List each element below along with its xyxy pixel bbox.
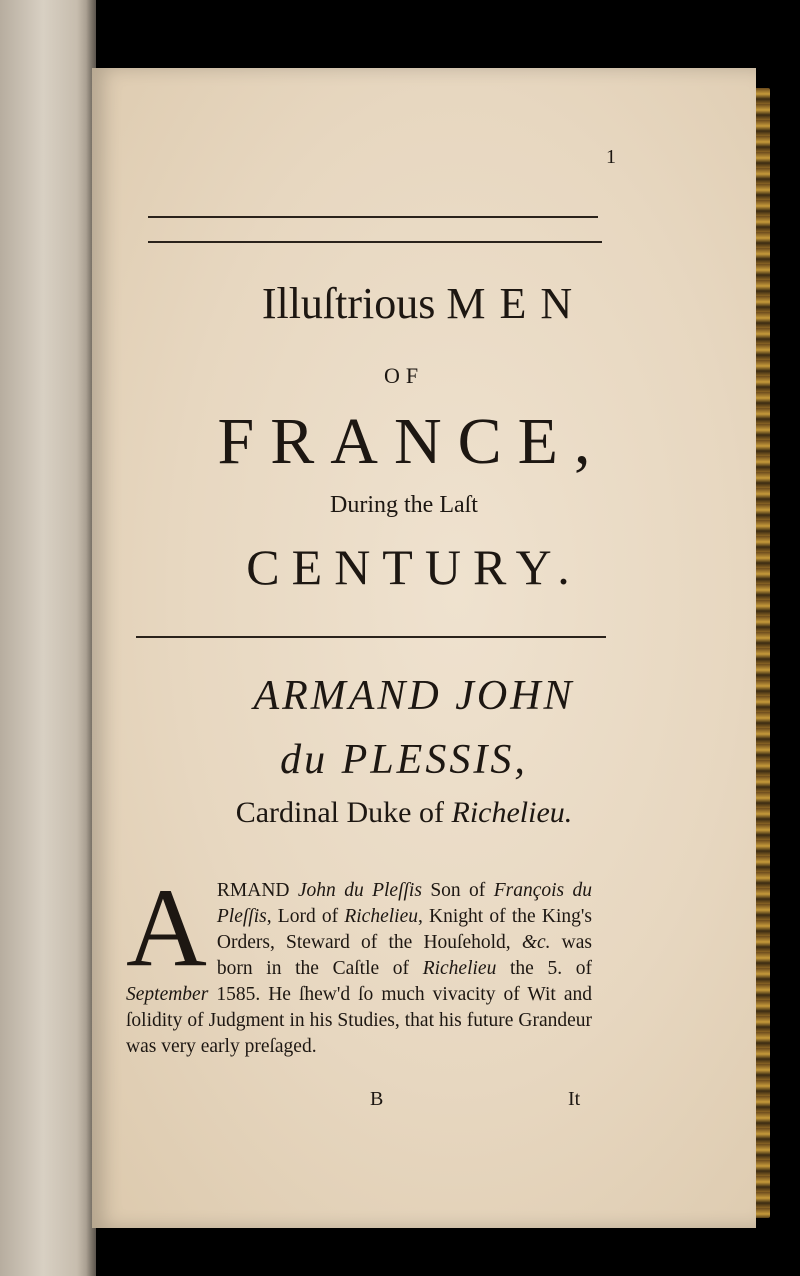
- title-line-france: FRANCE,: [217, 405, 607, 478]
- body-text-italic: François du Pleſſis: [216, 880, 593, 927]
- body-text: was born in the Caſtle of: [216, 932, 593, 979]
- top-rule-2: [148, 241, 602, 243]
- facing-page-edge: [0, 0, 96, 1276]
- title-men: MEN: [446, 279, 587, 328]
- body-text: , Knight of the King's Orders, Steward of the Houſehold,: [216, 906, 592, 953]
- book-page: [92, 68, 756, 1228]
- body-paragraph: [126, 866, 593, 1060]
- heading-richelieu: Richelieu.: [451, 796, 573, 829]
- heading-du-plessis: du PLESSIS,: [280, 737, 528, 783]
- body-text: the 5. of: [496, 958, 592, 979]
- body-text: , Lord of: [266, 906, 345, 927]
- page-number: 1: [606, 146, 616, 168]
- body-text: Son of: [421, 880, 494, 901]
- body-text-italic: Richelieu: [422, 958, 497, 979]
- signature-mark: B: [370, 1088, 384, 1110]
- body-text: RMAND: [216, 880, 298, 901]
- top-rule-1: [148, 216, 598, 218]
- title-line-during: During the Laſt: [330, 492, 478, 518]
- body-text-italic: Richelieu: [344, 906, 418, 927]
- body-text-italic: John du Pleſſis: [297, 880, 422, 901]
- heading-cardinal: [72, 796, 736, 830]
- heading-armand-john: ARMAND JOHN: [253, 673, 575, 719]
- body-text-italic: &c.: [521, 932, 551, 953]
- title-line-1: [92, 278, 756, 329]
- middle-rule: [136, 636, 606, 638]
- title-illustrious: Illuſtrious: [261, 279, 447, 328]
- title-line-of: OF: [383, 363, 425, 388]
- body-text: 1585. He ſhew'd ſo much vivacity of Wit and ſolidity of Judgment in his Studies, that his future Grandeur was very early preſaged.: [126, 984, 592, 1057]
- drop-cap: A: [126, 866, 207, 990]
- title-line-century: CENTURY.: [246, 539, 582, 595]
- body-text-italic: September: [126, 984, 209, 1005]
- heading-cardinal-text: Cardinal Duke of: [235, 796, 452, 829]
- catchword: It: [568, 1088, 581, 1110]
